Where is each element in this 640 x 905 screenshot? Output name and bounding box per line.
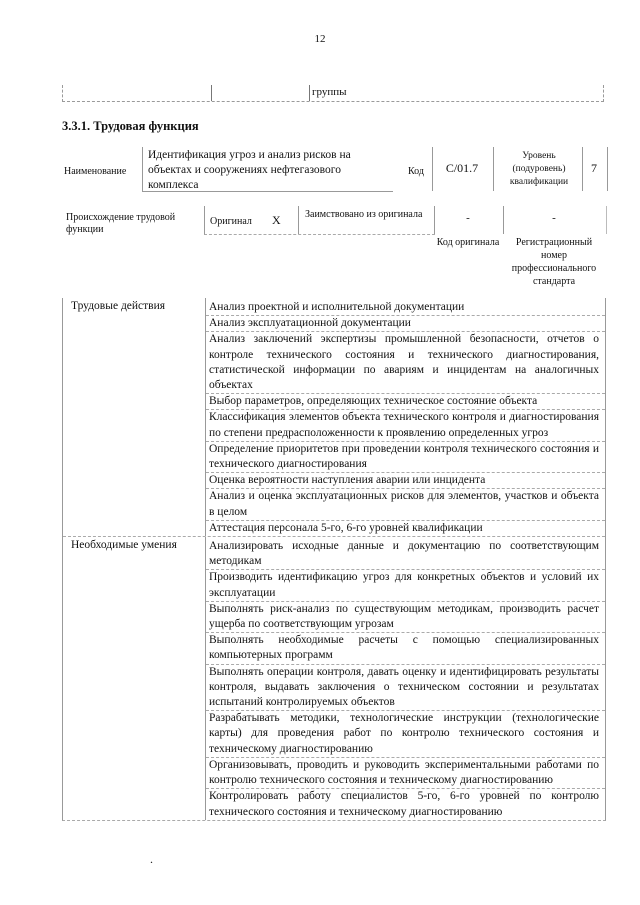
labor-actions-group <box>63 298 605 536</box>
reg-number-caption: Регистрационный номер профессионального стандарта <box>511 237 597 287</box>
list-item: Контролировать работу специалистов 5-го, 6-го уровней по контролю технического состояния и техническому диагностированию <box>206 788 605 819</box>
required-skills-label: Необходимые умения <box>71 539 177 552</box>
qualification-level-label: Уровень (подуровень) квалификации <box>509 151 569 187</box>
labor-actions-label: Трудовые действия <box>71 300 166 312</box>
labor-actions-list <box>205 298 605 536</box>
reg-number-value: - <box>552 212 556 224</box>
list-item: Анализ заключений экспертизы промышленной безопасности, отчетов о контроле технического состояния и технического диагностирования, статистической информации по авариям и инцидентам на аналогичных объектах <box>206 331 605 393</box>
required-skills-list <box>205 537 605 820</box>
list-item: Выполнять операции контроля, давать оценку и идентифицировать результаты контроля, выдавать заключения о техническом состоянии и результатах испытаний контролируемых объектов <box>206 664 605 711</box>
list-item: Анализ и оценка эксплуатационных рисков для элементов, участков и объекта в целом <box>206 488 605 519</box>
group-row-divider <box>309 85 310 101</box>
original-code-caption: Код оригинала <box>436 237 500 248</box>
group-caption: группы <box>312 86 347 98</box>
origin-label: Происхождение трудовой функции <box>66 212 176 235</box>
function-name: Идентификация угроз и анализ рисков на объектах и сооружениях нефтегазового комплекса <box>148 149 351 191</box>
function-code: C/01.7 <box>445 161 479 175</box>
name-label: Наименование <box>64 166 127 177</box>
group-row-divider <box>211 85 212 101</box>
list-item: Классификация элементов объекта технического контроля и диагностирования по степени предрасположенности к проявлению определенных угроз <box>206 409 605 440</box>
section-title: 3.3.1. Трудовая функция <box>62 119 199 133</box>
qualification-level-value: 7 <box>591 161 597 175</box>
list-item: Аттестация персонала 5-го, 6-го уровней квалификации <box>206 520 605 536</box>
borrowed-label: Заимствовано из оригинала <box>305 209 423 220</box>
scan-dot-mark: . <box>150 852 153 866</box>
list-item: Выполнять необходимые расчеты с помощью специализированных компьютерных программ <box>206 632 605 663</box>
list-item: Анализировать исходные данные и документацию по соответствующим методикам <box>209 540 599 568</box>
list-item: Выполнять риск-анализ по существующим методикам, производить расчет ущерба по соответствующим угрозам <box>206 601 605 632</box>
list-item: Выбор параметров, определяющих техническое состояние объекта <box>206 393 605 409</box>
original-label: Оригинал <box>210 216 252 227</box>
list-item: Разрабатывать методики, технологические инструкции (технологические карты) для проведения работ по контролю технического состояния и техническому диагностированию <box>206 710 605 757</box>
list-item: Определение приоритетов при проведении контроля технического состояния и технического диагностирования <box>206 441 605 472</box>
list-item: Производить идентификацию угроз для конкретных объектов и условий их эксплуатации <box>206 569 605 600</box>
original-code-value: - <box>466 212 470 224</box>
list-item: Оценка вероятности наступления аварии или инцидента <box>206 472 605 488</box>
list-item: Анализ проектной и исполнительной документации <box>209 301 465 313</box>
original-mark: X <box>272 213 281 227</box>
code-label: Код <box>408 166 424 177</box>
required-skills-group <box>63 536 605 820</box>
list-item: Анализ эксплуатационной документации <box>206 315 605 331</box>
list-item: Организовывать, проводить и руководить экспериментальными работами по контролю технического состояния и техническому диагностированию <box>206 757 605 788</box>
functions-table <box>62 298 606 821</box>
page-number: 12 <box>314 33 326 45</box>
